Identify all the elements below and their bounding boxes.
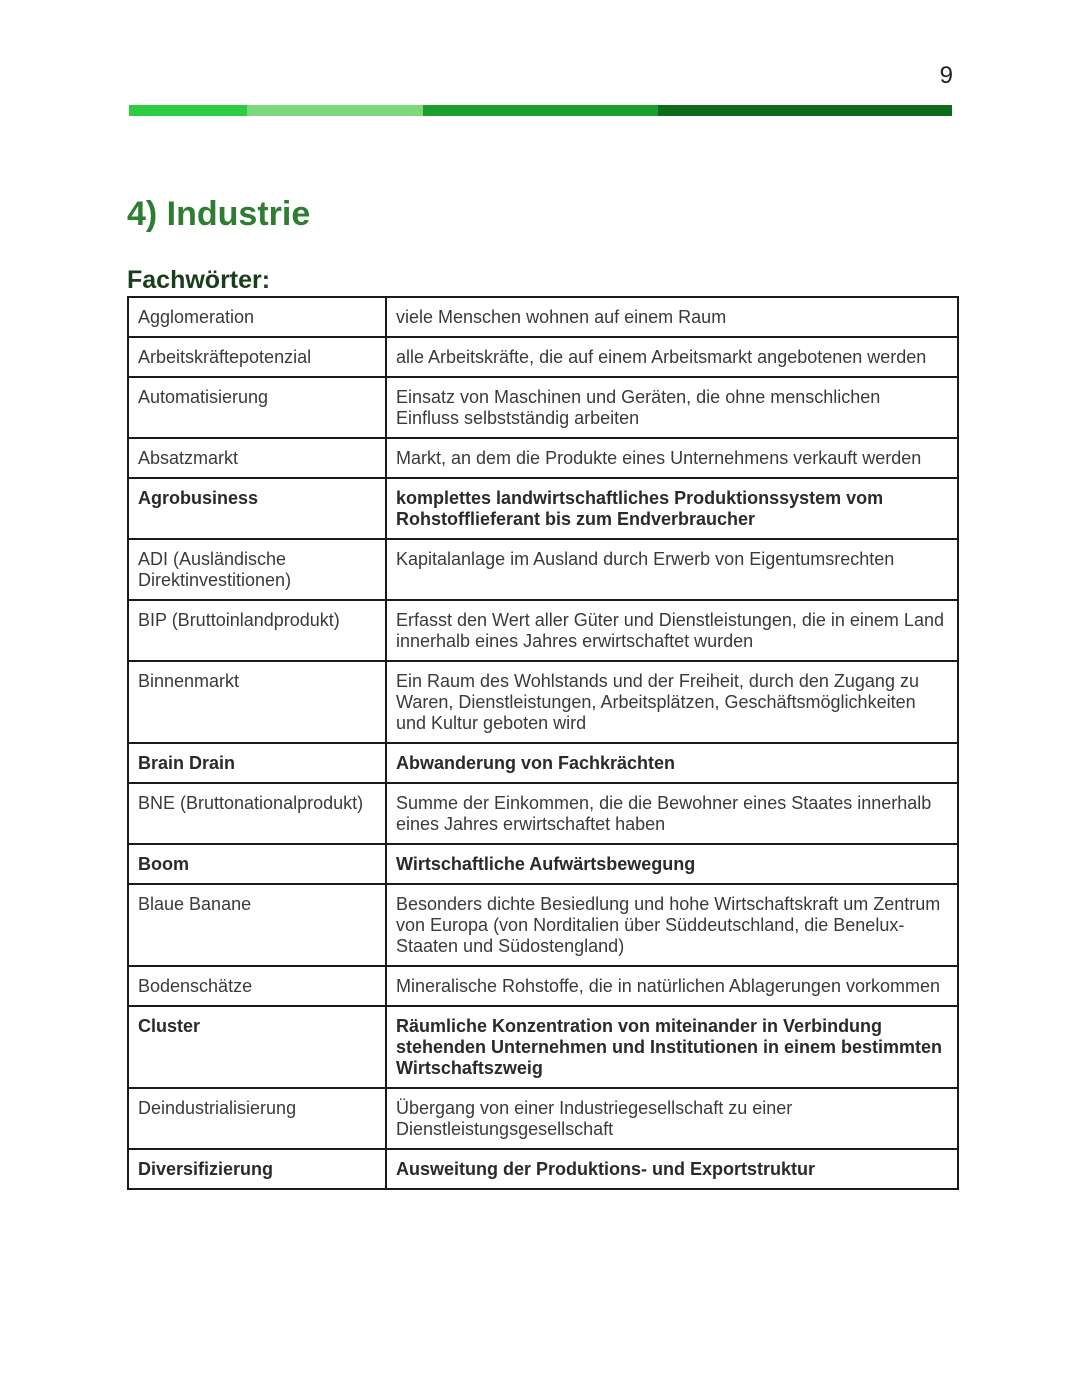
glossary-term: Agrobusiness	[128, 478, 386, 539]
color-bar-segment	[129, 105, 247, 116]
glossary-term: Absatzmarkt	[128, 438, 386, 478]
glossary-definition: Markt, an dem die Produkte eines Unternehmens verkauft werden	[386, 438, 958, 478]
table-row	[128, 377, 958, 438]
glossary-body	[128, 297, 958, 1189]
header-color-bar	[129, 105, 952, 116]
color-bar-segment	[247, 105, 423, 116]
glossary-definition: Abwanderung von Fachkrächten	[386, 743, 958, 783]
glossary-definition: viele Menschen wohnen auf einem Raum	[386, 297, 958, 337]
glossary-definition: Mineralische Rohstoffe, die in natürlichen Ablagerungen vorkommen	[386, 966, 958, 1006]
glossary-term: Arbeitskräftepotenzial	[128, 337, 386, 377]
table-row	[128, 966, 958, 1006]
glossary-term: Agglomeration	[128, 297, 386, 337]
table-row	[128, 1149, 958, 1189]
glossary-definition: Kapitalanlage im Ausland durch Erwerb von Eigentumsrechten	[386, 539, 958, 600]
glossary-table	[127, 296, 959, 1190]
glossary-definition: Übergang von einer Industriegesellschaft zu einer Dienstleistungsgesellschaft	[386, 1088, 958, 1149]
table-row	[128, 1006, 958, 1088]
glossary-definition: Besonders dichte Besiedlung und hohe Wirtschaftskraft um Zentrum von Europa (von Norditalien über Süddeutschland, die Benelux-Staaten und Südostengland)	[386, 884, 958, 966]
glossary-definition: alle Arbeitskräfte, die auf einem Arbeitsmarkt angebotenen werden	[386, 337, 958, 377]
glossary-definition: Ein Raum des Wohlstands und der Freiheit, durch den Zugang zu Waren, Dienstleistungen, Arbeitsplätzen, Geschäftsmöglichkeiten und Kultur geboten wird	[386, 661, 958, 743]
glossary-term: Cluster	[128, 1006, 386, 1088]
glossary-term: Bodenschätze	[128, 966, 386, 1006]
table-row	[128, 661, 958, 743]
glossary-term: Automatisierung	[128, 377, 386, 438]
glossary-definition: komplettes landwirtschaftliches Produktionssystem vom Rohstofflieferant bis zum Endverbraucher	[386, 478, 958, 539]
table-row	[128, 539, 958, 600]
glossary-term: Blaue Banane	[128, 884, 386, 966]
table-row	[128, 884, 958, 966]
glossary-term: ADI (Ausländische Direktinvestitionen)	[128, 539, 386, 600]
table-row	[128, 438, 958, 478]
table-row	[128, 600, 958, 661]
table-row	[128, 783, 958, 844]
table-row	[128, 1088, 958, 1149]
glossary-term: Deindustrialisierung	[128, 1088, 386, 1149]
glossary-term: Brain Drain	[128, 743, 386, 783]
table-row	[128, 844, 958, 884]
glossary-term: BNE (Bruttonationalprodukt)	[128, 783, 386, 844]
glossary-term: Binnenmarkt	[128, 661, 386, 743]
glossary-term: Boom	[128, 844, 386, 884]
glossary-definition: Räumliche Konzentration von miteinander in Verbindung stehenden Unternehmen und Institutionen in einem bestimmten Wirtschaftszweig	[386, 1006, 958, 1088]
glossary-term: BIP (Bruttoinlandprodukt)	[128, 600, 386, 661]
table-row	[128, 478, 958, 539]
glossary-term: Diversifizierung	[128, 1149, 386, 1189]
glossary-definition: Wirtschaftliche Aufwärtsbewegung	[386, 844, 958, 884]
glossary-definition: Erfasst den Wert aller Güter und Dienstleistungen, die in einem Land innerhalb eines Jahres erwirtschaftet wurden	[386, 600, 958, 661]
glossary-definition: Einsatz von Maschinen und Geräten, die ohne menschlichen Einfluss selbstständig arbeiten	[386, 377, 958, 438]
section-title: 4) Industrie	[127, 195, 311, 233]
table-row	[128, 743, 958, 783]
table-row	[128, 297, 958, 337]
page-number: 9	[939, 62, 953, 89]
glossary-heading: Fachwörter:	[127, 266, 271, 294]
color-bar-segment	[423, 105, 658, 116]
glossary-definition: Ausweitung der Produktions- und Exportstruktur	[386, 1149, 958, 1189]
color-bar-segment	[658, 105, 952, 116]
glossary-definition: Summe der Einkommen, die die Bewohner eines Staates innerhalb eines Jahres erwirtschaftet haben	[386, 783, 958, 844]
table-row	[128, 337, 958, 377]
